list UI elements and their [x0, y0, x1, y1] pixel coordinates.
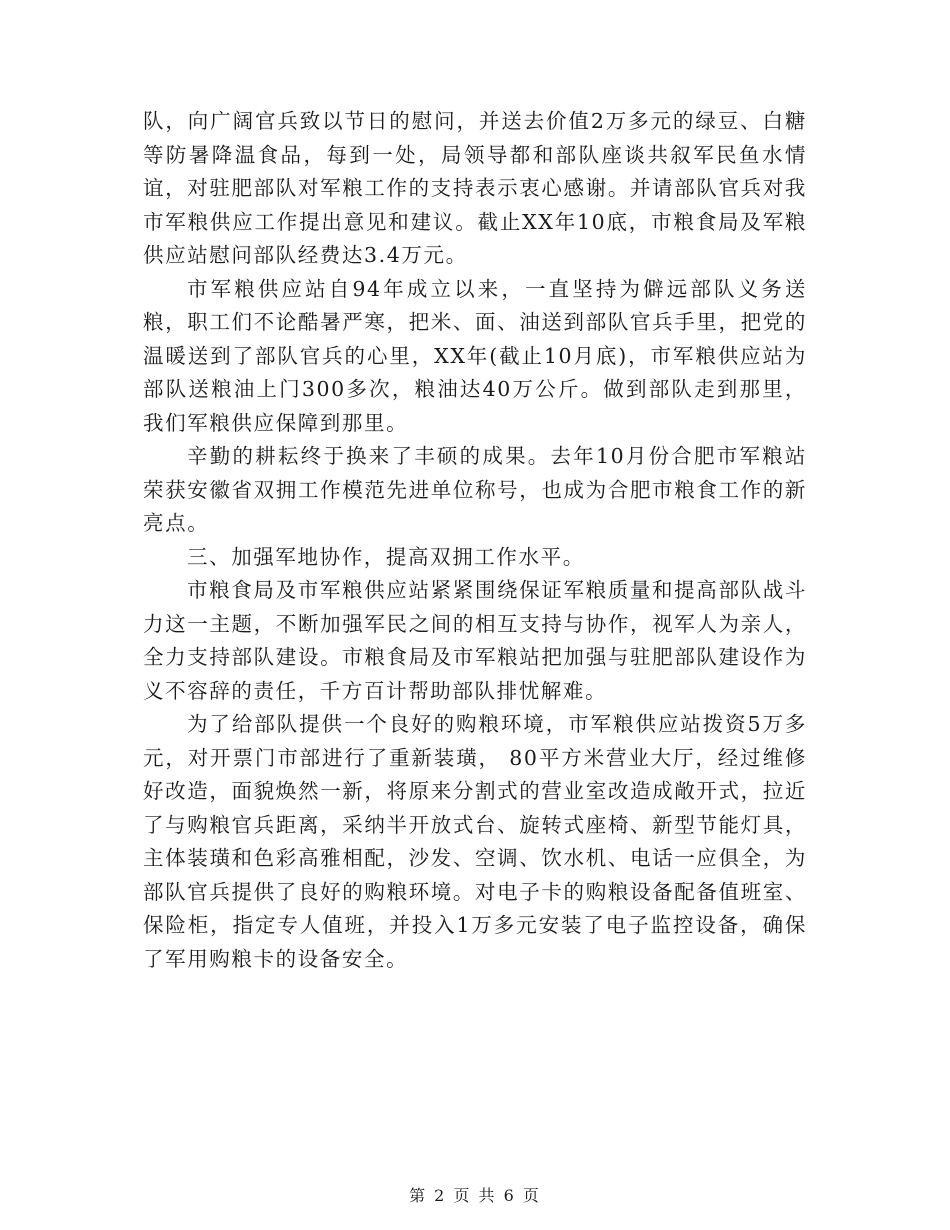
paragraph-cooperation: 市粮食局及市军粮供应站紧紧围绕保证军粮质量和提高部队战斗力这一主题，不断加强军民之间的相互支持与协作，视军人为亲人，全力支持部队建设。市粮食局及市军粮站把加强与驻肥部队建设作为义不容辞的责任，千方百计帮助部队排忧解难。 — [143, 578, 807, 703]
paragraph-continued: 队，向广阔官兵致以节日的慰问，并送去价值2万多元的绿豆、白糖等防暑降温食品，每到一处，局领导都和部队座谈共叙军民鱼水情谊，对驻肥部队对军粮工作的支持表示衷心感谢。并请部队官兵对我市军粮供应工作提出意见和建议。截止XX年10底，市粮食局及军粮供应站慰问部队经费达3.4万元。 — [143, 109, 807, 267]
paragraph-achievement: 辛勤的耕耘终于换来了丰硕的成果。去年10月份合肥市军粮站荣获安徽省双拥工作模范先进单位称号，也成为合肥市粮食工作的新亮点。 — [143, 444, 807, 535]
document-body — [143, 105, 807, 976]
paragraph-grain-delivery: 市军粮供应站自94年成立以来，一直坚持为僻远部队义务送粮，职工们不论酷暑严寒，把米、面、油送到部队官兵手里，把党的温暖送到了部队官兵的心里，XX年(截止10月底)，市军粮供应站为部队送粮油上门300多次，粮油达40万公斤。做到部队走到那里，我们军粮供应保障到那里。 — [143, 276, 807, 435]
page-number-footer: 第 2 页 共 6 页 — [409, 1186, 541, 1205]
section-heading: 三、加强军地协作，提高双拥工作水平。 — [187, 544, 585, 569]
paragraph-environment: 为了给部队提供一个良好的购粮环境，市军粮供应站拨资5万多元，对开票门市部进行了重新装璜， 80平方米营业大厅，经过维修好改造，面貌焕然一新，将原来分割式的营业室改造成敞开式，拉近了与购粮官兵距离，采纳半开放式台、旋转式座椅、新型节能灯具，主体装璜和色彩高雅相配，沙发、空调、饮水机、电话一应俱全，为部队官兵提供了良好的购粮环境。对电子卡的购粮设备配备值班室、保险柜，指定专人值班，并投入1万多元安装了电子监控设备，确保了军用购粮卡的设备安全。 — [143, 712, 807, 971]
